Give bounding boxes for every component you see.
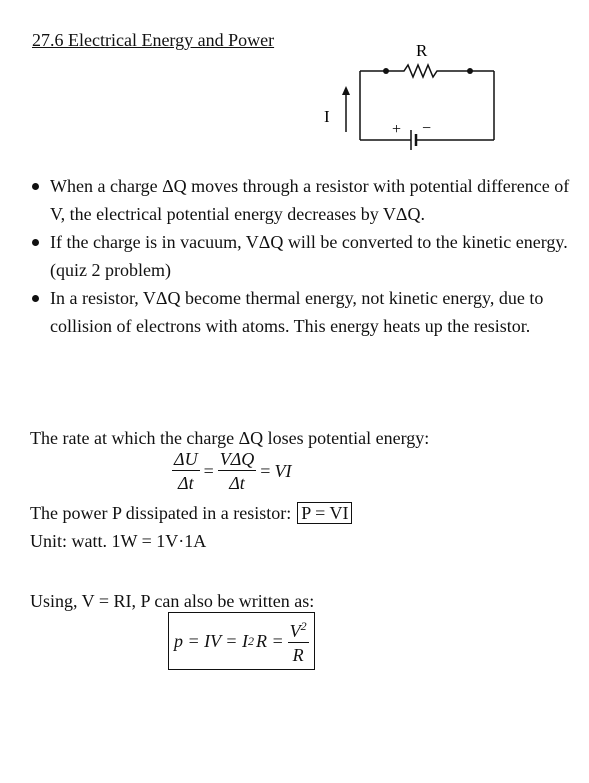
- exponent: 2: [300, 619, 307, 633]
- using-text: Using, V = RI, P can also be written as:: [30, 591, 315, 611]
- battery-minus-label: −: [422, 120, 432, 137]
- fraction-numerator: [288, 615, 309, 643]
- rate-text: The rate at which the charge ΔQ loses potential energy:: [30, 428, 430, 448]
- bullet-item: In a resistor, VΔQ become thermal energy, not kinetic energy, due to collision of electrons with atoms. This energy heats up the resistor.: [30, 284, 570, 340]
- circuit-diagram: [320, 36, 500, 166]
- fraction-numerator: VΔQ: [219, 449, 255, 469]
- exponent: 2: [247, 633, 254, 648]
- battery-plus-label: +: [392, 121, 402, 138]
- boxed-power-formula: P = VI: [297, 502, 352, 524]
- equals-sign: =: [260, 461, 271, 481]
- unit-text: Unit: watt. 1W = 1V·1A: [30, 531, 207, 551]
- equation-result: VI: [274, 461, 292, 481]
- fraction-vdq-dt: [218, 448, 257, 495]
- resistor-symbol: [386, 65, 470, 77]
- current-label: I: [324, 107, 330, 126]
- fraction-denominator: Δt: [229, 473, 245, 493]
- equation-lhs: p = IV = I: [174, 630, 248, 651]
- resistor-label: R: [416, 41, 428, 60]
- section-title: 27.6 Electrical Energy and Power: [32, 30, 275, 50]
- bullet-list: [30, 172, 570, 340]
- fraction-du-dt: [172, 448, 200, 495]
- fraction-denominator: R: [292, 645, 304, 665]
- power-rate-equation: [172, 448, 291, 495]
- boxed-power-equation: [168, 612, 315, 670]
- bullet-item: If the charge is in vacuum, VΔQ will be converted to the kinetic energy. (quiz 2 problem): [30, 228, 570, 284]
- equation-mid: R =: [255, 630, 284, 651]
- equals-sign: =: [203, 461, 214, 481]
- power-line: [30, 503, 352, 524]
- bullet-item: When a charge ΔQ moves through a resistor with potential difference of V, the electrical potential energy decreases by VΔQ.: [30, 172, 570, 228]
- fraction-v2-r: [288, 615, 309, 667]
- fraction-numerator: ΔU: [174, 449, 198, 469]
- current-arrow-icon: [342, 86, 350, 95]
- fraction-denominator: Δt: [178, 473, 194, 493]
- power-text: The power P dissipated in a resistor:: [30, 503, 292, 523]
- numerator-base: V: [289, 621, 301, 641]
